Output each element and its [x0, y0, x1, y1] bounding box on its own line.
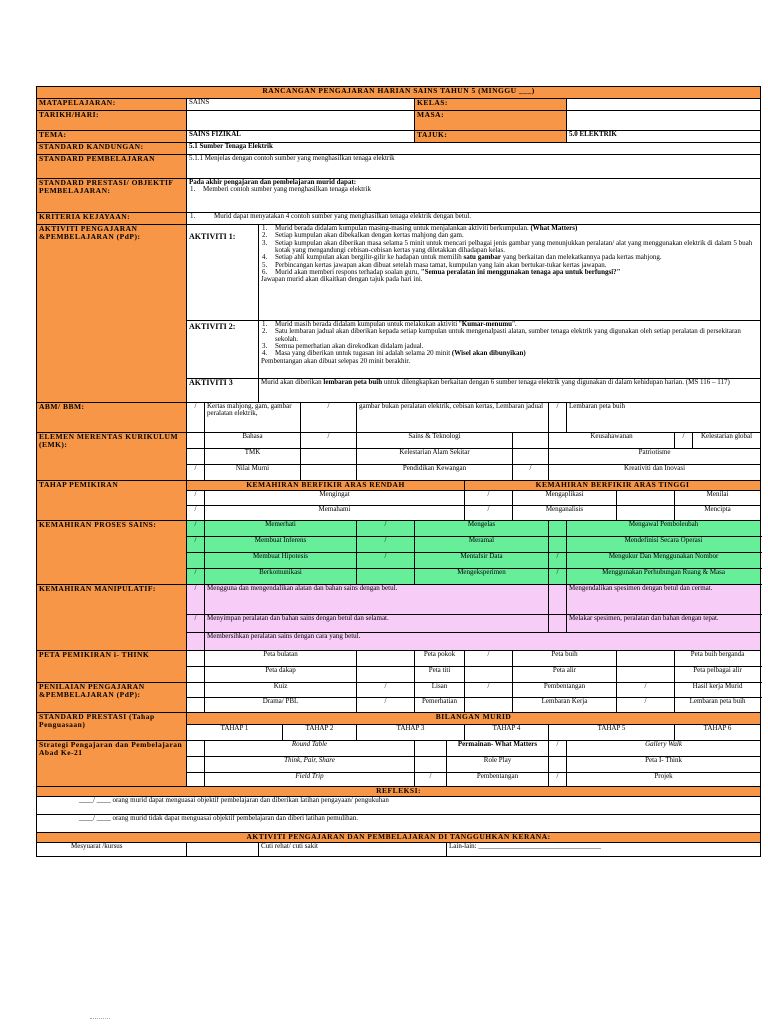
- learning-standard-value: 5.1.1 Menjelas dengan contoh sumber yang menghasilkan tenaga elektrik: [187, 155, 761, 179]
- strategy-item: Permainan- What Matters: [447, 741, 549, 757]
- activity-step-text: [274, 321, 758, 328]
- activity-step-number: 3.: [262, 239, 268, 247]
- process-item: Menggunakan Perhubungan Ruang & Masa: [567, 569, 761, 585]
- manipulative-skills-label: KEMAHIRAN MANIPULATIF:: [37, 585, 187, 651]
- activity-step-text: [274, 328, 758, 343]
- activity-step-bold: satu gambar: [463, 254, 502, 262]
- thinking-item: Memahami: [205, 506, 465, 521]
- activity-step: [261, 328, 758, 343]
- process-item: Mentafsir Data: [415, 553, 549, 569]
- activity-step-number: 1.: [262, 321, 268, 328]
- thinking-item: Mengaplikasi: [513, 491, 617, 506]
- activity-step-post: ".: [512, 321, 517, 328]
- criteria-label: KRITERIA KEJAYAAN:: [37, 213, 187, 225]
- strategy-label: Strategi Pengajaran dan Pembelajaran Abad Ke-21: [37, 741, 187, 787]
- activity-3-bold: lembaran peta buih: [323, 378, 383, 386]
- criteria-cell: [187, 213, 761, 225]
- process-check: [549, 537, 567, 553]
- strategy-check: /: [549, 741, 567, 757]
- map-item: Peta dakap: [205, 667, 357, 683]
- activity-step-text: [274, 343, 758, 350]
- activity-step-number: 5.: [262, 261, 268, 269]
- activity-step-post: yang berkaitan dan melekatkannya pada kertas mahjong.: [501, 254, 662, 262]
- level-2: TAHAP 2: [283, 725, 357, 741]
- manip-check: [187, 633, 205, 651]
- activity-step-pre: Murid akan memberi respons terhadap soalan guru,: [275, 269, 421, 277]
- postponed-option-meeting: Mesyuarat /kursus: [37, 843, 187, 857]
- manip-item: Mengendalikan spesimen dengan betul dan cermat.: [567, 585, 761, 615]
- thinking-label: TAHAP PEMIKIRAN: [37, 481, 187, 521]
- objective-item: Memberi contoh sumber yang menghasilkan tenaga elektrik: [203, 186, 371, 194]
- subject-label: MATAPELAJARAN:: [37, 99, 187, 111]
- map-item: Peta pokok: [415, 651, 465, 667]
- activities-label: AKTIVITI PENGAJARAN &PEMBELAJARAN (PdP):: [37, 225, 187, 403]
- thinking-check: /: [465, 491, 513, 506]
- activity-2-name: AKTIVITI 2:: [187, 321, 259, 379]
- strategy-check: [187, 757, 205, 773]
- strategy-check: [187, 741, 205, 757]
- map-check: [617, 667, 675, 683]
- activity-step: [261, 240, 758, 255]
- activity-1-list: [261, 225, 758, 276]
- emk-check: [187, 433, 205, 449]
- theme-value: SAINS FIZIKAL: [187, 131, 415, 143]
- activity-step-bold: "Semua peralatan ini menggunakan tenaga apa untuk berfungsi?": [420, 269, 621, 277]
- emk-check: /: [675, 433, 693, 449]
- content-standard-value: 5.1 Sumber Tenaga Elektrik: [187, 143, 761, 155]
- content-standard-label: STANDARD KANDUNGAN:: [37, 143, 187, 155]
- activity-step-text: [274, 254, 758, 261]
- activity-step-bold: (What Matters): [530, 225, 578, 232]
- emk-item: Patriotisme: [549, 449, 761, 465]
- process-check: /: [187, 537, 205, 553]
- strategy-item: Gallery Walk: [567, 741, 761, 757]
- activity-3-pre: Murid akan diberikan: [261, 378, 324, 386]
- assess-check: [187, 683, 205, 698]
- map-item: Peta buih berganda: [675, 651, 761, 667]
- abm-item-2: gambar bukan peralatan elektrik, cebisan kertas, Lembaran jadual: [357, 403, 549, 433]
- strategy-item: Role Play: [447, 757, 549, 773]
- activity-step-bold: Kumar-menumu: [461, 321, 513, 328]
- level-1: TAHAP 1: [187, 725, 283, 741]
- map-item: Peta alir: [513, 667, 617, 683]
- level-4: TAHAP 4: [465, 725, 549, 741]
- objective-number: 1.: [190, 186, 196, 194]
- emk-check: [513, 449, 549, 465]
- page-title: RANCANGAN PENGAJARAN HARIAN SAINS TAHUN 5 (MINGGU ___): [37, 87, 761, 99]
- activity-step-pre: Murid masih berada didalam kumpulan untuk melakukan aktiviti ": [275, 321, 462, 328]
- assess-check: /: [617, 698, 675, 713]
- assess-check: /: [357, 683, 415, 698]
- map-check: [357, 651, 415, 667]
- time-label: MASA:: [415, 111, 567, 131]
- thinking-check: [617, 506, 675, 521]
- activity-step-pre: Setiap kumpulan akan dibekalkan dengan kertas mahjong dan gam.: [275, 232, 464, 240]
- process-item: Mengukur Dan Menggunakan Nombor: [567, 553, 761, 569]
- activity-step-text: [274, 225, 758, 232]
- assess-check: /: [465, 683, 513, 698]
- postponed-option-other: Lain-lain: ___________________________________: [447, 843, 761, 857]
- time-value: [567, 111, 761, 131]
- postponed-header: AKTIVITI PENGAJARAN DAN PEMBELAJARAN DI TANGGUHKAN KERANA:: [37, 833, 761, 843]
- activity-step: [261, 254, 758, 261]
- activity-step-text: [274, 232, 758, 239]
- activity-step-pre: Masa yang diberikan untuk tugasan ini adalah selama 20 minit: [275, 350, 452, 358]
- activity-step-bold: (Wisel akan dibunyikan): [451, 350, 526, 358]
- emk-item: Keusahawanan: [549, 433, 675, 449]
- activity-step: [261, 232, 758, 239]
- thinking-check: /: [187, 491, 205, 506]
- emk-check: [301, 449, 357, 465]
- thinking-check: [617, 491, 675, 506]
- emk-check: /: [513, 465, 549, 481]
- activity-step-number: 1.: [262, 225, 268, 232]
- criteria-number: 1.: [190, 213, 196, 220]
- emk-item: TMK: [205, 449, 301, 465]
- process-check: /: [357, 521, 415, 537]
- assess-item: Kuiz: [205, 683, 357, 698]
- performance-label: STANDARD PRESTASI (Tahap Penguasaan): [37, 713, 187, 741]
- abm-item-3: Lembaran peta buih: [567, 403, 761, 433]
- map-check: [187, 667, 205, 683]
- process-item: Mengeksperimen: [415, 569, 549, 585]
- subject-value: SAINS: [187, 99, 415, 111]
- student-count-header: BILANGAN MURID: [187, 713, 761, 725]
- objective-label: STANDARD PRESTASI/ OBJEKTIF PEMBELAJARAN:: [37, 179, 187, 213]
- assess-item: Lembaran peta buih: [675, 698, 761, 713]
- thinking-maps-label: PETA PEMIKIRAN i- THINK: [37, 651, 187, 683]
- process-check: /: [187, 569, 205, 585]
- manip-check: /: [187, 585, 205, 615]
- strategy-item: Field Trip: [205, 773, 415, 787]
- objective-cell: [187, 179, 761, 213]
- strategy-item: Peta I- Think: [567, 757, 761, 773]
- topic-label: TAJUK:: [415, 131, 567, 143]
- thinking-check: /: [187, 506, 205, 521]
- thinking-item: Menilai: [675, 491, 761, 506]
- activity-step: [261, 321, 758, 328]
- manip-check: [549, 615, 567, 633]
- abm-check-2: /: [301, 403, 357, 433]
- activity-step-text: [274, 262, 758, 269]
- activity-step: [261, 343, 758, 350]
- reflection-line-2: ____/ ____ orang murid tidak dapat menguasai objektif pembelajaran dan diberi latihan pemulihan.: [37, 815, 761, 833]
- lesson-plan-table: [36, 86, 761, 857]
- process-item: Mengelas: [415, 521, 549, 537]
- activity-step-text: [274, 240, 758, 255]
- strategy-check: [415, 757, 447, 773]
- thinking-item: Menganalisis: [513, 506, 617, 521]
- map-item: Peta bulatan: [205, 651, 357, 667]
- map-check: [187, 651, 205, 667]
- activity-step-number: 2.: [262, 232, 268, 240]
- emk-item: Kelestarian Alam Sekitar: [357, 449, 513, 465]
- emk-item: Kelestarian global: [693, 433, 761, 449]
- activity-1-tail: Jawapan murid akan dikaitkan dengan tajuk pada hari ini.: [261, 275, 423, 284]
- objective-intro: Pada akhir pengajaran dan pembelajaran murid dapat:: [189, 178, 357, 186]
- class-value: [567, 99, 761, 111]
- emk-item: Pendidikan Kewangan: [357, 465, 513, 481]
- activity-step-pre: Perbincangan kertas jawapan akan dibuat setelah masa tamat, kumpulan yang lain akan bertukar-tukar kertas jawapan.: [275, 261, 607, 269]
- map-item: Peta pelbagai alir: [675, 667, 761, 683]
- activity-step-number: 2.: [262, 328, 268, 336]
- process-check: /: [357, 553, 415, 569]
- postponed-check-1: [187, 843, 259, 857]
- process-check: /: [357, 537, 415, 553]
- activity-step-number: 4.: [262, 350, 268, 358]
- thinking-check: /: [465, 506, 513, 521]
- process-item: Meramal: [415, 537, 549, 553]
- activity-step: [261, 225, 758, 232]
- reflection-header: REFLEKSI:: [37, 787, 761, 797]
- assess-item: Lembaran Kerja: [513, 698, 617, 713]
- emk-item: Kreativiti dan Inovasi: [549, 465, 761, 481]
- assessment-label: PENILAIAN PENGAJARAN &PEMBELAJARAN (PdP):: [37, 683, 187, 713]
- level-6: TAHAP 6: [675, 725, 761, 741]
- activity-1-name: AKTIVITI 1:: [187, 225, 259, 321]
- process-item: Membuat Hipotesis: [205, 553, 357, 569]
- map-check: [465, 667, 513, 683]
- abm-item-1: Kertas mahjong, gam, gambar peralatan elektrik,: [205, 403, 301, 433]
- activity-2-body: [259, 321, 761, 379]
- abm-check-3: /: [549, 403, 567, 433]
- strategy-check: [415, 741, 447, 757]
- abm-label: ABM/ BBM:: [37, 403, 187, 433]
- emk-check: [301, 465, 357, 481]
- level-5: TAHAP 5: [549, 725, 675, 741]
- activity-step: [261, 262, 758, 269]
- activity-step-number: 6.: [262, 269, 268, 277]
- strategy-item: Projek: [567, 773, 761, 787]
- activity-step-pre: Setiap kumpulan akan diberikan masa selama 5 minit untuk mencari pelbagai jenis gambar yang menunjukkan peralatan/ alat yang menggunakan elektrik di dalam 5 buah kotak yang mengandungi cebisan-cebisan kertas yang diletakkan dihadapan kelas.: [275, 239, 753, 255]
- manip-item: Mengguna dan mengendalikan alatan dan bahan sains dengan betul.: [205, 585, 549, 615]
- class-label: KELAS:: [415, 99, 567, 111]
- date-label: TARIKH/HARI:: [37, 111, 187, 131]
- strategy-check: [187, 773, 205, 787]
- thinking-item: Mencipta: [675, 506, 761, 521]
- map-check: /: [465, 651, 513, 667]
- map-item: Peta titi: [415, 667, 465, 683]
- process-item: Mendefinisi Secara Operasi: [567, 537, 761, 553]
- emk-check: /: [301, 433, 357, 449]
- level-3: TAHAP 3: [357, 725, 465, 741]
- map-item: Peta buih: [513, 651, 617, 667]
- learning-standard-label: STANDARD PEMBELAJARAN: [37, 155, 187, 179]
- postponed-option-leave: Cuti rehat/ cuti sakit: [259, 843, 447, 857]
- date-value: [187, 111, 415, 131]
- assess-check: [187, 698, 205, 713]
- manip-check: [549, 585, 567, 615]
- activity-step-pre: Murid berada didalam kumpulan masing-masing untuk menjalankan aktiviti berkumpulan.: [275, 225, 531, 232]
- activity-step-number: 4.: [262, 254, 268, 262]
- process-check: [357, 569, 415, 585]
- emk-label: ELEMEN MERENTAS KURIKULUM (EMK):: [37, 433, 187, 481]
- activity-step-pre: Semua pemerhatian akan direkodkan didalam jadual.: [275, 343, 424, 351]
- low-order-header: KEMAHIRAN BERFIKIR ARAS RENDAH: [187, 481, 465, 491]
- strategy-check: /: [549, 773, 567, 787]
- assess-check: /: [357, 698, 415, 713]
- strategy-check: /: [415, 773, 447, 787]
- process-skills-label: KEMAHIRAN PROSES SAINS:: [37, 521, 187, 585]
- criteria-item: Murid dapat menyatakan 4 contoh sumber yang menghasilkan tenaga elektrik dengan betul.: [214, 213, 471, 220]
- activity-1-body: [259, 225, 761, 321]
- assess-item: Pembentangan: [513, 683, 617, 698]
- assess-item: Drama/ PBL: [205, 698, 357, 713]
- process-item: Membuat Inferens: [205, 537, 357, 553]
- reflection-line-1: ____/ ____ orang murid dapat menguasai objektif pembelajaran dan diberikan latihan pengayaan/ pengukuhan: [37, 797, 761, 815]
- strategy-item: Pembentangan: [447, 773, 549, 787]
- activity-2-tail: Pembentangan akan dibuat selepas 20 minit berakhir.: [261, 356, 411, 365]
- activity-step-pre: Satu lembaran jadual akan diberikan kepada setiap kumpulan untuk mengenalpasti alatan, sumber tenaga elektrik yang digunakan oleh setiap peralatan di persekitaran sekolah.: [275, 328, 741, 343]
- manip-item: Melakar spesimen, peralatan dan bahan dengan tepat.: [567, 615, 761, 633]
- emk-check: [187, 449, 205, 465]
- topic-value: 5.0 ELEKTRIK: [567, 131, 761, 143]
- map-check: [357, 667, 415, 683]
- assess-check: [465, 698, 513, 713]
- process-check: [549, 521, 567, 537]
- activity-3-post: untuk dilengkapkan berkaitan dengan 6 sumber tenaga elektrik yang digunakan di dalam kehidupan harian. (MS 116 – 117): [382, 378, 730, 386]
- process-check: /: [187, 521, 205, 537]
- manip-item: Membersihkan peralatan sains dengan cara yang betul.: [205, 633, 761, 651]
- process-item: Memerhati: [205, 521, 357, 537]
- manip-check: /: [187, 615, 205, 633]
- assess-check: /: [617, 683, 675, 698]
- strategy-item: Round Table: [205, 741, 415, 757]
- process-check: /: [549, 569, 567, 585]
- activity-2-list: [261, 321, 758, 358]
- emk-item: Sains & Teknologi: [357, 433, 513, 449]
- activity-3-name: AKTIVITI 3: [187, 379, 259, 403]
- process-item: Mengawal Pemboleubah: [567, 521, 761, 537]
- abm-check-1: /: [187, 403, 205, 433]
- emk-item: Bahasa: [205, 433, 301, 449]
- activity-step-pre: Setiap ahli kumpulan akan bergilir-gilir ke hadapan untuk memilih: [275, 254, 464, 262]
- theme-label: TEMA:: [37, 131, 187, 143]
- map-check: [617, 651, 675, 667]
- assess-item: Lisan: [415, 683, 465, 698]
- high-order-header: KEMAHIRAN BERFIKIR ARAS TINGGI: [465, 481, 761, 491]
- assess-item: Hasil kerja Murid: [675, 683, 761, 698]
- manip-item: Menyimpan peralatan dan bahan sains dengan betul dan selamat.: [205, 615, 549, 633]
- assess-item: Pemerhatian: [415, 698, 465, 713]
- activity-step-number: 3.: [262, 343, 268, 351]
- page-footer-mark: [90, 1018, 110, 1021]
- thinking-item: Mengingat: [205, 491, 465, 506]
- emk-check: /: [187, 465, 205, 481]
- strategy-item: Think, Pair, Share: [205, 757, 415, 773]
- process-item: Berkomunikasi: [205, 569, 357, 585]
- process-check: [187, 553, 205, 569]
- strategy-check: [549, 757, 567, 773]
- process-check: /: [549, 553, 567, 569]
- emk-check: [513, 433, 549, 449]
- emk-item: Nilai Murni: [205, 465, 301, 481]
- activity-3-body: [259, 379, 761, 403]
